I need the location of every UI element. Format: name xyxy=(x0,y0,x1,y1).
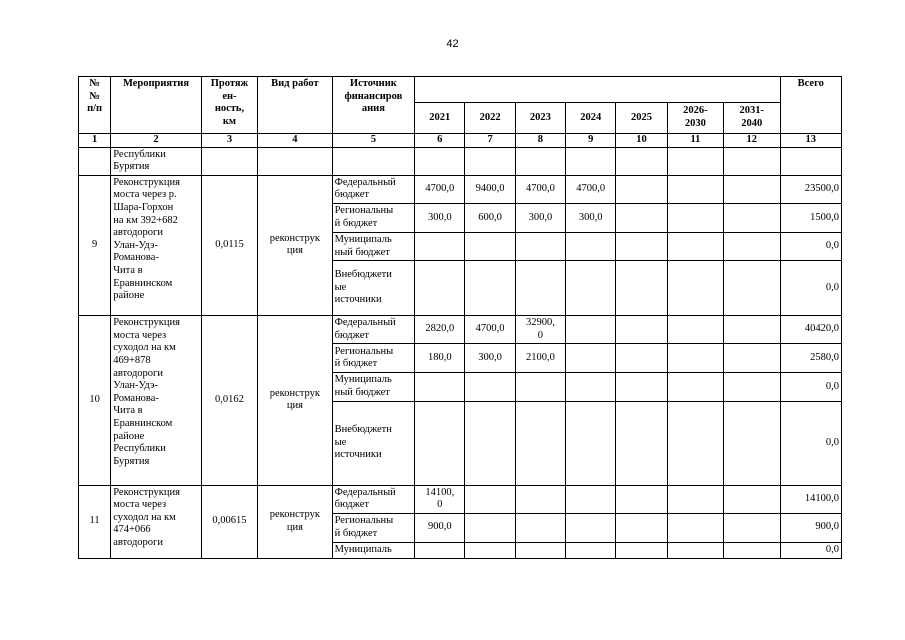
year-value xyxy=(415,542,465,558)
cell-empty xyxy=(780,147,841,175)
year-value xyxy=(724,175,780,203)
project-length: 0,00615 xyxy=(201,485,257,558)
year-value xyxy=(667,344,723,373)
row-total: 40420,0 xyxy=(780,316,841,344)
year-value xyxy=(515,373,565,401)
col-number: 1 xyxy=(79,134,111,148)
year-value xyxy=(667,316,723,344)
col-number: 11 xyxy=(667,134,723,148)
row-total: 1500,0 xyxy=(780,203,841,232)
funding-source: Муниципаль ный бюджет xyxy=(332,232,415,260)
cell-empty xyxy=(724,147,780,175)
col-number: 6 xyxy=(415,134,465,148)
event-cell: Республики Бурятия xyxy=(111,147,202,175)
year-value xyxy=(667,232,723,260)
year-value: 300,0 xyxy=(566,203,616,232)
year-value xyxy=(724,316,780,344)
year-value xyxy=(515,485,565,513)
year-value xyxy=(415,373,465,401)
year-value xyxy=(515,232,565,260)
cell-empty xyxy=(566,147,616,175)
header-event: Мероприятия xyxy=(111,77,202,134)
year-value xyxy=(724,232,780,260)
year-value xyxy=(415,232,465,260)
year-value xyxy=(667,485,723,513)
funding-source: Муниципаль xyxy=(332,542,415,558)
year-value xyxy=(616,542,667,558)
col-number: 10 xyxy=(616,134,667,148)
year-value xyxy=(566,485,616,513)
year-value xyxy=(616,261,667,316)
row-total: 0,0 xyxy=(780,401,841,485)
project-name: Реконструкция моста через суходол на км 474+066 автодороги xyxy=(111,485,202,558)
header-num: № № п/п xyxy=(79,77,111,134)
year-value xyxy=(465,485,515,513)
header-year: 2024 xyxy=(566,103,616,134)
cell-empty xyxy=(616,147,667,175)
header-year: 2025 xyxy=(616,103,667,134)
year-value: 300,0 xyxy=(465,344,515,373)
row-total: 0,0 xyxy=(780,232,841,260)
year-value xyxy=(616,203,667,232)
year-value xyxy=(667,261,723,316)
year-value xyxy=(667,203,723,232)
year-value xyxy=(515,401,565,485)
row-total: 23500,0 xyxy=(780,175,841,203)
header-work: Вид работ xyxy=(258,77,332,134)
row-total: 0,0 xyxy=(780,373,841,401)
year-value xyxy=(724,373,780,401)
year-value xyxy=(515,513,565,542)
work-type: реконструк ция xyxy=(258,485,332,558)
col-number: 4 xyxy=(258,134,332,148)
year-value: 2100,0 xyxy=(515,344,565,373)
year-value: 4700,0 xyxy=(415,175,465,203)
year-value xyxy=(667,542,723,558)
header-total: Всего xyxy=(780,77,841,134)
funding-source: Федеральный бюджет xyxy=(332,485,415,513)
year-value xyxy=(566,261,616,316)
year-value: 300,0 xyxy=(515,203,565,232)
year-value: 180,0 xyxy=(415,344,465,373)
work-type: реконструк ция xyxy=(258,316,332,485)
col-number: 2 xyxy=(111,134,202,148)
funding-source: Федеральный бюджет xyxy=(332,316,415,344)
row-total: 900,0 xyxy=(780,513,841,542)
row-total: 0,0 xyxy=(780,542,841,558)
year-value xyxy=(667,513,723,542)
cell-empty xyxy=(201,147,257,175)
header-length: Протяж ен- ность, км xyxy=(201,77,257,134)
col-number: 9 xyxy=(566,134,616,148)
year-value xyxy=(465,513,515,542)
year-value xyxy=(566,232,616,260)
year-value xyxy=(465,542,515,558)
year-value xyxy=(616,513,667,542)
year-value: 900,0 xyxy=(415,513,465,542)
cell-empty xyxy=(465,147,515,175)
year-value xyxy=(465,401,515,485)
col-number: 13 xyxy=(780,134,841,148)
year-value xyxy=(415,401,465,485)
cell-empty xyxy=(415,147,465,175)
year-value xyxy=(415,261,465,316)
year-value xyxy=(616,373,667,401)
header-year: 2022 xyxy=(465,103,515,134)
year-value xyxy=(724,203,780,232)
year-value: 600,0 xyxy=(465,203,515,232)
funding-source: Внебюджети ые источники xyxy=(332,261,415,316)
year-value xyxy=(515,261,565,316)
year-value xyxy=(616,485,667,513)
year-value xyxy=(465,373,515,401)
year-value xyxy=(465,232,515,260)
year-value xyxy=(566,344,616,373)
row-total: 0,0 xyxy=(780,261,841,316)
cell-empty xyxy=(332,147,415,175)
row-total: 2580,0 xyxy=(780,344,841,373)
year-value xyxy=(616,344,667,373)
project-length: 0,0162 xyxy=(201,316,257,485)
col-number: 7 xyxy=(465,134,515,148)
year-value xyxy=(566,401,616,485)
col-number: 12 xyxy=(724,134,780,148)
header-year: 2026- 2030 xyxy=(667,103,723,134)
year-value xyxy=(616,316,667,344)
cell-empty xyxy=(79,147,111,175)
header-year: 2031- 2040 xyxy=(724,103,780,134)
header-source: Источник финансиров ания xyxy=(332,77,415,134)
project-number: 11 xyxy=(79,485,111,558)
cell-empty xyxy=(515,147,565,175)
header-years-group xyxy=(415,77,780,103)
year-value xyxy=(515,542,565,558)
year-value xyxy=(566,316,616,344)
funding-source: Региональны й бюджет xyxy=(332,203,415,232)
year-value xyxy=(566,542,616,558)
page-number: 42 xyxy=(446,38,459,50)
project-number: 9 xyxy=(79,175,111,315)
year-value xyxy=(724,485,780,513)
row-total: 14100,0 xyxy=(780,485,841,513)
funding-source: Региональны й бюджет xyxy=(332,344,415,373)
year-value xyxy=(724,513,780,542)
col-number: 3 xyxy=(201,134,257,148)
year-value xyxy=(724,401,780,485)
project-number: 10 xyxy=(79,316,111,485)
year-value: 4700,0 xyxy=(566,175,616,203)
funding-source: Внебюджетн ые источники xyxy=(332,401,415,485)
year-value xyxy=(667,401,723,485)
year-value: 2820,0 xyxy=(415,316,465,344)
year-value: 9400,0 xyxy=(465,175,515,203)
project-name: Реконструкция моста через р. Шара-Горхон на км 392+682 автодороги Улан-Удэ- Романова- Чита в Еравнинском районе xyxy=(111,175,202,315)
year-value xyxy=(566,513,616,542)
col-number: 8 xyxy=(515,134,565,148)
col-number: 5 xyxy=(332,134,415,148)
year-value xyxy=(616,401,667,485)
year-value xyxy=(667,175,723,203)
cell-empty xyxy=(258,147,332,175)
year-value xyxy=(667,373,723,401)
year-value: 4700,0 xyxy=(515,175,565,203)
year-value xyxy=(566,373,616,401)
cell-empty xyxy=(667,147,723,175)
funding-source: Региональны й бюджет xyxy=(332,513,415,542)
work-type: реконструк ция xyxy=(258,175,332,315)
year-value xyxy=(465,261,515,316)
project-length: 0,0115 xyxy=(201,175,257,315)
header-year: 2021 xyxy=(415,103,465,134)
financing-table xyxy=(78,76,842,559)
header-year: 2023 xyxy=(515,103,565,134)
year-value xyxy=(724,542,780,558)
year-value xyxy=(724,261,780,316)
year-value xyxy=(724,344,780,373)
year-value xyxy=(616,175,667,203)
funding-source: Муниципаль ный бюджет xyxy=(332,373,415,401)
project-name: Реконструкция моста через суходол на км 469+878 автодороги Улан-Удэ- Романова- Чита в Еравнинском районе Республики Бурятия xyxy=(111,316,202,485)
funding-source: Федеральный бюджет xyxy=(332,175,415,203)
year-value: 32900, 0 xyxy=(515,316,565,344)
year-value xyxy=(616,232,667,260)
year-value: 14100, 0 xyxy=(415,485,465,513)
year-value: 300,0 xyxy=(415,203,465,232)
year-value: 4700,0 xyxy=(465,316,515,344)
